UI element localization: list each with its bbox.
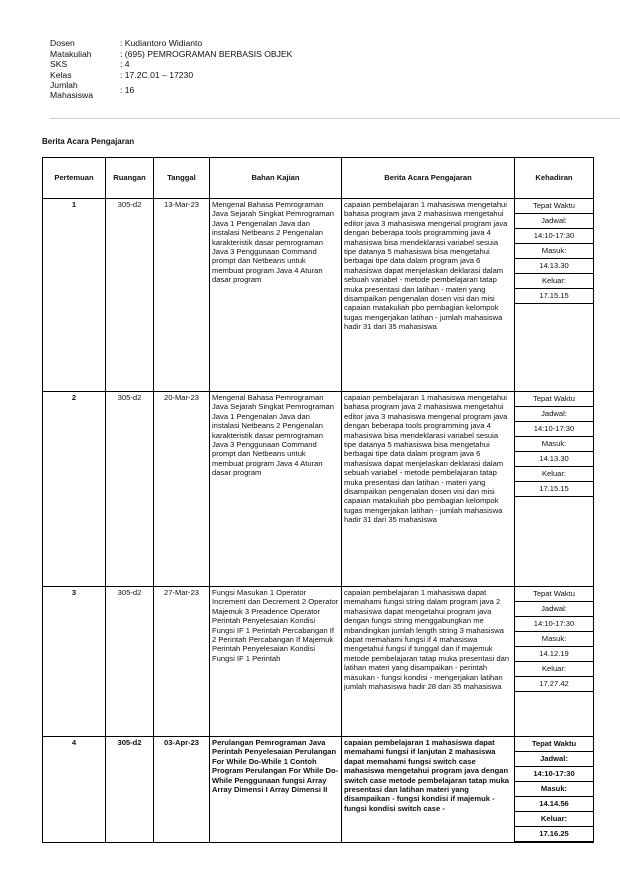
cell-bahan-kajian: Fungsi Masukan 1 Operator Increment dan Decrement 2 Operator Majemuk 3 Preadence Operator Perintah Penyelesaian Kondisi Fungsi IF 1 Perintah Percabangan If 2 Perintah Percabangan If Majemuk Perintah Penyelesaian Kondisi Fungsi IF 1 Perintah <box>210 587 342 737</box>
kehadiran-status: Tepat Waktu <box>515 737 593 752</box>
header-pertemuan: Pertemuan <box>43 158 106 199</box>
kehadiran-masuk-label: Masuk: <box>515 244 593 259</box>
table-row <box>43 587 594 737</box>
cell-kehadiran <box>515 587 594 737</box>
cell-kehadiran <box>515 199 594 392</box>
cell-ruangan: 305-d2 <box>106 199 154 392</box>
divider <box>50 118 620 119</box>
kehadiran-masuk-label: Masuk: <box>515 437 593 452</box>
kehadiran-jadwal-label: Jadwal: <box>515 602 593 617</box>
kehadiran-jadwal-label: Jadwal: <box>515 407 593 422</box>
table-row <box>43 392 594 587</box>
header-ruangan: Ruangan <box>106 158 154 199</box>
info-jumlah <box>50 80 610 100</box>
cell-pertemuan: 2 <box>43 392 106 587</box>
cell-tanggal: 13-Mar-23 <box>154 199 210 392</box>
course-info <box>50 38 610 100</box>
kehadiran-masuk: 14.13.30 <box>515 259 593 274</box>
cell-berita-acara: capaian pembelajaran 1 mahasiswa dapat memahami fungsi if lanjutan 2 mahasiswa dapat memahami fungsi switch case mahasiswa mengetahui program java dengan switch case metode pembelajaran tatap muka presentasi dan latihan materi yang disampaikan - fungsi kondisi if majemuk - fungsi kondisi switch case - <box>342 737 515 843</box>
kehadiran-jadwal: 14:10-17:30 <box>515 617 593 632</box>
cell-pertemuan: 1 <box>43 199 106 392</box>
cell-pertemuan: 4 <box>43 737 106 843</box>
info-dosen <box>50 38 610 49</box>
cell-bahan-kajian: Mengenal Bahasa Pemrograman Java Sejarah Singkat Pemrograman Java 1 Pengenalan Java dan instalasi Netbeans 2 Pengenalan karakteristik dasar pemrograman Java 3 Penggunaan Command prompt dan Netbeans untuk membuat program Java 4 Aturan dasar program <box>210 392 342 587</box>
info-matakuliah <box>50 49 610 60</box>
cell-bahan-kajian: Mengenal Bahasa Pemrograman Java Sejarah Singkat Pemrograman Java 1 Pengenalan Java dan instalasi Netbeans 2 Pengenalan karakteristik dasar pemrograman Java 3 Penggunaan Command prompt dan Netbeans untuk membuat program Java 4 Aturan dasar program <box>210 199 342 392</box>
info-label: Matakuliah <box>50 48 92 59</box>
kehadiran-jadwal-label: Jadwal: <box>515 752 593 767</box>
info-value: : 16 <box>120 84 135 95</box>
cell-tanggal: 27-Mar-23 <box>154 587 210 737</box>
kehadiran-status: Tepat Waktu <box>515 392 593 407</box>
cell-ruangan: 305-d2 <box>106 392 154 587</box>
header-tanggal: Tanggal <box>154 158 210 199</box>
kehadiran-status: Tepat Waktu <box>515 199 593 214</box>
berita-acara-table <box>42 157 594 843</box>
kehadiran-masuk-label: Masuk: <box>515 632 593 647</box>
cell-berita-acara: capaian pembelajaran 1 mahasiswa mengetahui bahasa program java 2 mahasiswa mengetahui editor java 3 mahasiswa mengenal program java dengan beberapa tools programming java 4 mahasiswa bisa mendeklarasi variabel sesuia tipe datanya 5 mahasiswa bisa mengetahui berbagai tipe data dalam program java 6 mahasiswa dapat menjelaskan deklarasi dalam sebuah variabel - metode pembelajaran tatap muka presentasi dan latihan - materi yang disampaikan pengenalan dosen visi dan misi capaian matakuliah pbo pembagian kelompok tugas mengerjakan latihan - jumlah mahasiswa hadir 31 dari 35 mahasiswa <box>342 392 515 587</box>
kehadiran-keluar-label: Keluar: <box>515 467 593 482</box>
table-row <box>43 199 594 392</box>
header-bahan-kajian: Bahan Kajian <box>210 158 342 199</box>
kehadiran-status: Tepat Waktu <box>515 587 593 602</box>
info-value: : 4 <box>120 59 130 69</box>
cell-kehadiran <box>515 737 594 843</box>
kehadiran-masuk: 14.14.56 <box>515 797 593 812</box>
info-kelas <box>50 70 610 81</box>
kehadiran-keluar-label: Keluar: <box>515 274 593 289</box>
kehadiran-keluar: 17.15.15 <box>515 482 593 497</box>
kehadiran-keluar: 17.15.15 <box>515 289 593 304</box>
info-value: : (695) PEMROGRAMAN BERBASIS OBJEK <box>120 48 293 59</box>
kehadiran-jadwal-label: Jadwal: <box>515 214 593 229</box>
cell-bahan-kajian: Perulangan Pemrograman Java Perintah Penyelesaian Perulangan For While Do-While 1 Contoh Program Perulangan For While Do-While Penggunaan fungsi Array Array Dimensi I Array Dimensi II <box>210 737 342 843</box>
kehadiran-masuk-label: Masuk: <box>515 782 593 797</box>
table-header-row <box>43 158 594 199</box>
kehadiran-masuk: 14.12.19 <box>515 647 593 662</box>
info-value: : Kudiantoro Widianto <box>120 38 203 48</box>
info-label: SKS <box>50 59 68 69</box>
cell-berita-acara: capaian pembelajaran 1 mahasiswa dapat memahami fungsi string dalam program java 2 mahasiswa dapat mengetahui program java dengan fungsi string menggabungkan me mbandingkan jumlah length string 3 mahasiswa dapat memahami fungsi if 4 mahasiswa mengetahui fungsi if tunggal dan if majemuk metode pembelajaran tatap muka presentasi dan latihan materi yang disampaikan - perintah masukan - fungsi kondisi - mengerjakan latihan jumlah mahasiswa hadir 28 dari 35 mahasiswa <box>342 587 515 737</box>
kehadiran-keluar-label: Keluar: <box>515 812 593 827</box>
kehadiran-keluar: 17.27.42 <box>515 677 593 692</box>
cell-kehadiran <box>515 392 594 587</box>
kehadiran-masuk: 14.13.30 <box>515 452 593 467</box>
info-label: Kelas <box>50 69 72 80</box>
table-row <box>43 737 594 843</box>
info-label: Dosen <box>50 38 75 48</box>
kehadiran-keluar-label: Keluar: <box>515 662 593 677</box>
info-sks <box>50 59 610 70</box>
header-berita-acara: Berita Acara Pengajaran <box>342 158 515 199</box>
kehadiran-jadwal: 14:10-17:30 <box>515 229 593 244</box>
kehadiran-keluar: 17.16.25 <box>515 827 593 842</box>
info-label: Jumlah Mahasiswa <box>50 80 93 100</box>
cell-ruangan: 305-d2 <box>106 737 154 843</box>
section-title: Berita Acara Pengajaran <box>42 137 135 146</box>
kehadiran-jadwal: 14:10-17:30 <box>515 767 593 782</box>
cell-pertemuan: 3 <box>43 587 106 737</box>
kehadiran-jadwal: 14:10-17:30 <box>515 422 593 437</box>
header-kehadiran: Kehadiran <box>515 158 594 199</box>
cell-tanggal: 20-Mar-23 <box>154 392 210 587</box>
info-value: : 17.2C.01 – 17230 <box>120 69 194 80</box>
cell-ruangan: 305-d2 <box>106 587 154 737</box>
cell-berita-acara: capaian pembelajaran 1 mahasiswa mengetahui bahasa program java 2 mahasiswa mengetahui editor java 3 mahasiswa mengenal program java dengan beberapa tools programming java 4 mahasiswa bisa mendeklarasi variabel sesuia tipe datanya 5 mahasiswa bisa mengetahui berbagai tipe data dalam program java 6 mahasiswa dapat menjelaskan deklarasi dalam sebuah variabel - metode pembelajaran tatap muka presentasi dan latihan - materi yang disampaikan pengenalan dosen visi dan misi capaian matakuliah pbo pembagian kelompok tugas mengerjakan latihan - jumlah mahasiswa hadir 31 dari 35 mahasiswa <box>342 199 515 392</box>
cell-tanggal: 03-Apr-23 <box>154 737 210 843</box>
